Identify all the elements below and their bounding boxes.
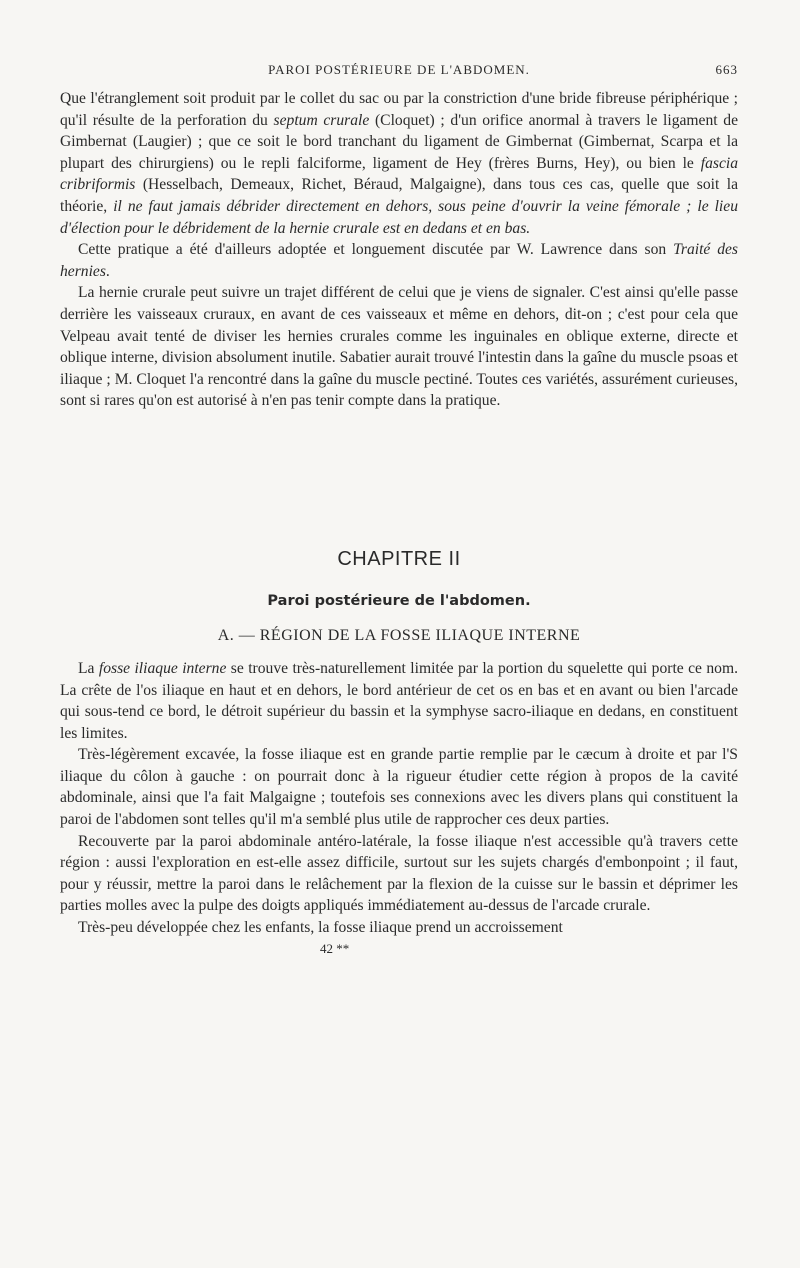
paragraph-fossa-access: Recouverte par la paroi abdominale antéro-latérale, la fosse iliaque n'est accessible qu'à travers cette région : aussi l'exploration en est-elle assez difficile, surtout sur les sujets chargés d'embonpoint ; il faut, pour y réussir, mettre la paroi dans le relâchement par la flexion de la cuisse sur le bassin et déprimer les parties molles avec la pulpe des doigts appliqués immédiatement au-dessus de l'arcade crurale. <box>60 832 738 915</box>
chapter-subtitle: Paroi postérieure de l'abdomen. <box>267 592 531 609</box>
signature-mark: 42 ** <box>320 940 350 956</box>
page-body <box>60 88 738 957</box>
paragraph-lawrence: Cette pratique a été d'ailleurs adoptée et longuement discutée par W. Lawrence dans son Traité des hernies. <box>60 241 739 280</box>
paragraph-fossa-limits: La fosse iliaque interne se trouve très-naturellement limitée par la portion du squelette qui porte ce nom. La crête de l'os iliaque en haut et en dehors, le bord antérieur de cet os en bas et en avant ou bien l'arcade qui sous-tend ce bord, le détroit supérieur du bassin et la symphyse sacro-iliaque en dedans, en constituent les limites. <box>60 659 738 742</box>
paragraph-strangulation: Que l'étranglement soit produit par le collet du sac ou par la constriction d'une bride fibreuse périphérique ; qu'il résulte de la perforation du septum crurale (Cloquet) ; d'un orifice anormal à travers le ligament de Gimbernat (Laugier) ; que ce soit le bord tranchant du ligament de Gimbernat (Gimbernat, Scarpa et la plupart des chirurgiens) ou le repli falciforme, ligament de Hey (frères Burns, Hey), ou bien le fascia cribriformis (Hesselbach, Demeaux, Richet, Béraud, Malgaigne), dans tous ces cas, quelle que soit la théorie, il ne faut jamais débrider directement en dehors, sous peine d'ouvrir la veine fémorale ; le lieu d'élection pour le débridement de la hernie crurale est en dedans et en bas. <box>60 90 738 237</box>
paragraph-fossa-contents: Très-légèrement excavée, la fosse iliaque est en grande partie remplie par le cæcum à droite et par l'S iliaque du côlon à gauche : on pourrait donc à la rigueur étudier cette région à propos de la cavité abdominale, ainsi que l'a fait Malgaigne ; toutefois ses connexions avec les divers plans qui constituent la paroi de l'abdomen sont telles qu'il m'a semblé plus utile de rapprocher ces deux parties. <box>60 746 738 829</box>
chapter-heading: CHAPITRE II <box>337 547 461 570</box>
running-title: PAROI POSTÉRIEURE DE L'ABDOMEN. <box>268 62 530 77</box>
paragraph-crural-hernia: La hernie crurale peut suivre un trajet différent de celui que je viens de signaler. C'est ainsi qu'elle passe derrière les vaisseaux cruraux, en avant de ces vaisseaux et même en dehors, dit-on ; c'est pour cela que Velpeau avait tenté de diviser les hernies crurales comme les inguinales en oblique externe, directe et oblique interne, division absolument inutile. Sabatier aurait trouvé l'intestin dans la gaîne du muscle psoas et iliaque ; M. Cloquet l'a rencontré dans la gaîne du muscle pectiné. Toutes ces variétés, assurément curieuses, sont si rares qu'on est autorisé à n'en pas tenir compte dans la pratique. <box>60 284 738 410</box>
page-number: 663 <box>715 62 738 77</box>
section-heading: A. — RÉGION DE LA FOSSE ILIAQUE INTERNE <box>217 626 581 644</box>
paragraph-fossa-development: Très-peu développée chez les enfants, la fosse iliaque prend un accroissement <box>78 919 563 937</box>
